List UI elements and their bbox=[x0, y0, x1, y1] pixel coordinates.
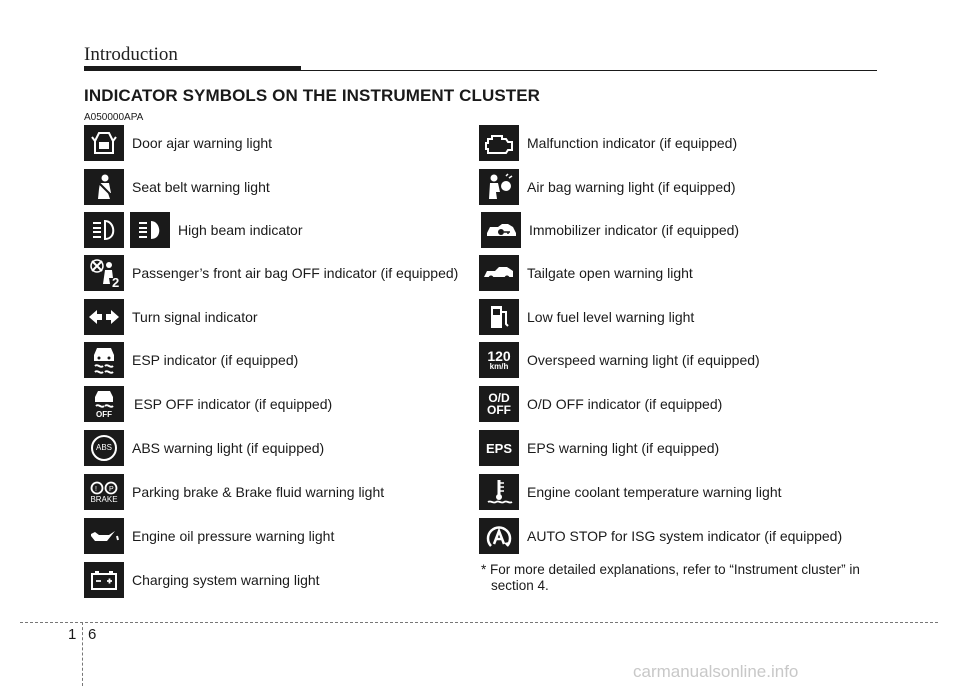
overspeed-label: Overspeed warning light (if equipped) bbox=[527, 352, 760, 368]
watermark: carmanualsonline.info bbox=[633, 662, 799, 681]
airbag-icon bbox=[479, 169, 519, 205]
od-off-label: O/D OFF indicator (if equipped) bbox=[527, 396, 723, 412]
overspeed-icon-sub: km/h bbox=[489, 362, 509, 371]
abs-icon bbox=[84, 430, 124, 466]
turn-signal-label: Turn signal indicator bbox=[132, 309, 258, 325]
parking-brake-icon bbox=[84, 474, 124, 510]
svg-text:P: P bbox=[109, 486, 114, 493]
list-item-malfunction bbox=[479, 125, 737, 161]
oil-pressure-icon bbox=[84, 518, 124, 554]
eps-icon bbox=[479, 430, 519, 466]
auto-stop-icon bbox=[479, 518, 519, 554]
list-item-seat-belt bbox=[84, 169, 270, 205]
footnote-line2: section 4. bbox=[491, 578, 549, 593]
abs-icon-text: ABS bbox=[95, 443, 112, 452]
overspeed-icon bbox=[479, 342, 519, 378]
oil-pressure-label: Engine oil pressure warning light bbox=[132, 528, 335, 544]
footer-divider bbox=[82, 622, 83, 686]
battery-label: Charging system warning light bbox=[132, 572, 320, 588]
coolant-temp-icon bbox=[479, 474, 519, 510]
immobilizer-label: Immobilizer indicator (if equipped) bbox=[529, 222, 740, 238]
coolant-label: Engine coolant temperature warning light bbox=[527, 484, 782, 500]
esp-off-icon bbox=[84, 386, 124, 422]
list-item-battery bbox=[84, 562, 320, 598]
list-item-door-ajar bbox=[84, 125, 272, 161]
list-item-parking-brake bbox=[84, 474, 384, 510]
list-item-passenger-airbag-off bbox=[84, 255, 458, 291]
od-off-icon-sub: OFF bbox=[487, 403, 511, 417]
od-off-icon bbox=[479, 386, 519, 422]
list-item-low-fuel bbox=[479, 299, 694, 335]
seat-belt-label: Seat belt warning light bbox=[132, 179, 270, 195]
list-item-immobilizer bbox=[481, 212, 739, 248]
esp-off-label: ESP OFF indicator (if equipped) bbox=[134, 396, 333, 412]
chapter-number: 1 bbox=[68, 626, 77, 643]
high-beam-icon bbox=[84, 212, 124, 248]
list-item-eps bbox=[479, 430, 719, 466]
esp-off-icon-text: OFF bbox=[96, 410, 112, 419]
list-item-esp bbox=[84, 342, 298, 378]
high-beam-filled-icon bbox=[130, 212, 170, 248]
list-item-high-beam bbox=[84, 212, 303, 248]
high-beam-label: High beam indicator bbox=[178, 222, 303, 238]
passenger-airbag-off-icon bbox=[84, 255, 124, 291]
door-ajar-icon bbox=[84, 125, 124, 161]
tailgate-label: Tailgate open warning light bbox=[527, 265, 693, 281]
od-off-icon-text: O/D bbox=[488, 391, 510, 405]
footer-rule bbox=[20, 622, 938, 623]
parking-brake-icon-text: BRAKE bbox=[90, 495, 118, 504]
eps-icon-text: EPS bbox=[485, 440, 512, 456]
immobilizer-icon bbox=[481, 212, 521, 248]
esp-label: ESP indicator (if equipped) bbox=[132, 352, 299, 368]
battery-icon bbox=[84, 562, 124, 598]
list-item-turn-signal bbox=[84, 299, 258, 335]
svg-text:!: ! bbox=[95, 486, 97, 493]
door-ajar-label: Door ajar warning light bbox=[132, 135, 273, 151]
eps-label: EPS warning light (if equipped) bbox=[527, 440, 720, 456]
fuel-icon bbox=[479, 299, 519, 335]
section-code: A050000APA bbox=[84, 112, 144, 123]
airbag-label: Air bag warning light (if equipped) bbox=[527, 179, 736, 195]
header-title: Introduction bbox=[84, 44, 178, 65]
list-item-airbag bbox=[479, 169, 736, 205]
seat-belt-icon bbox=[84, 169, 124, 205]
list-item-esp-off bbox=[84, 386, 332, 422]
parking-brake-label: Parking brake & Brake fluid warning light bbox=[132, 484, 385, 500]
passenger-airbag-off-label: Passenger’s front air bag OFF indicator (if equipped) bbox=[132, 265, 459, 281]
footnote bbox=[481, 562, 860, 594]
list-item-auto-stop bbox=[479, 518, 842, 554]
esp-icon bbox=[84, 342, 124, 378]
header-rule-thin bbox=[301, 70, 877, 71]
abs-label: ABS warning light (if equipped) bbox=[132, 440, 325, 456]
tailgate-icon bbox=[479, 255, 519, 291]
turn-signal-icon bbox=[84, 299, 124, 335]
page-number: 6 bbox=[88, 626, 97, 643]
low-fuel-label: Low fuel level warning light bbox=[527, 309, 695, 325]
list-item-overspeed bbox=[479, 342, 760, 378]
list-item-od-off bbox=[479, 386, 722, 422]
list-item-coolant bbox=[479, 474, 782, 510]
svg-text:2: 2 bbox=[112, 275, 120, 289]
list-item-oil-pressure bbox=[84, 518, 334, 554]
engine-check-icon bbox=[479, 125, 519, 161]
list-item-abs bbox=[84, 430, 324, 466]
section-title: INDICATOR SYMBOLS ON THE INSTRUMENT CLUSTER bbox=[84, 86, 541, 105]
list-item-tailgate bbox=[479, 255, 693, 291]
malfunction-label: Malfunction indicator (if equipped) bbox=[527, 135, 738, 151]
header-rule-thick bbox=[84, 66, 301, 71]
overspeed-icon-text: 120 bbox=[487, 348, 511, 364]
auto-stop-label: AUTO STOP for ISG system indicator (if equipped) bbox=[527, 528, 843, 544]
footnote-line1: * For more detailed explanations, refer to “Instrument cluster” in bbox=[481, 562, 860, 577]
